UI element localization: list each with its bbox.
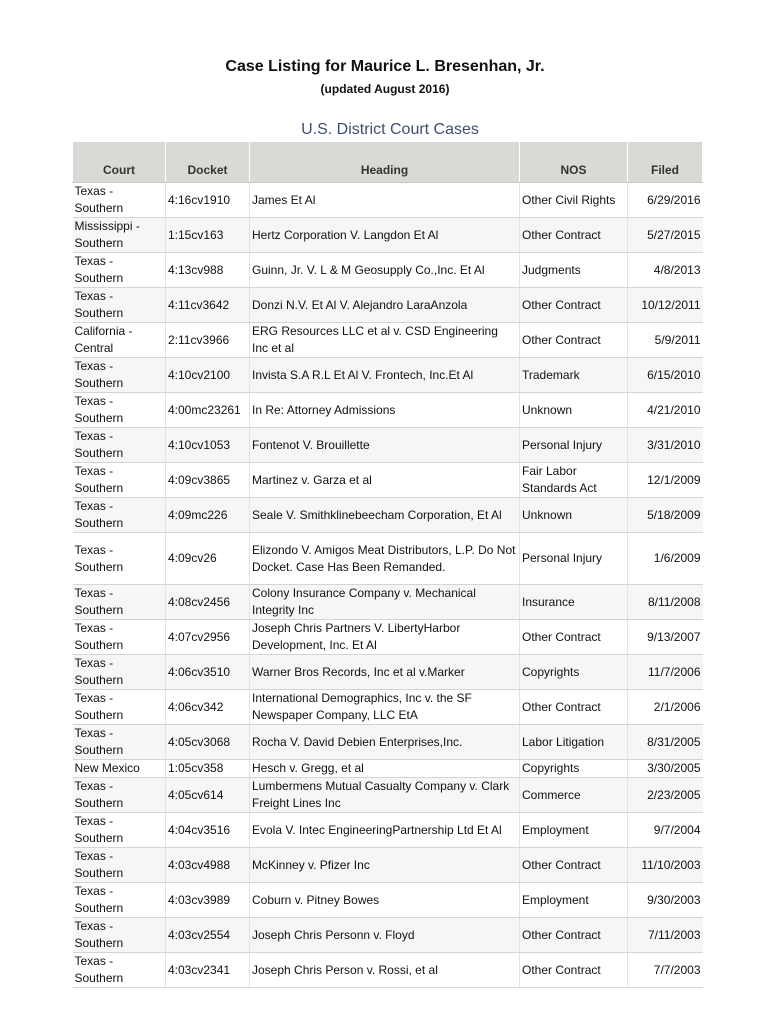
table-row xyxy=(73,620,703,655)
cell-docket: 4:03cv2341 xyxy=(166,953,250,988)
table-row xyxy=(73,253,703,288)
cell-docket: 4:06cv342 xyxy=(166,690,250,725)
cell-docket: 4:05cv614 xyxy=(166,778,250,813)
cell-docket: 4:03cv2554 xyxy=(166,918,250,953)
cell-court: Texas - Southern xyxy=(73,428,166,463)
cell-nos: Unknown xyxy=(520,393,628,428)
table-row xyxy=(73,498,703,533)
cell-court: Texas - Southern xyxy=(73,533,166,585)
table-row xyxy=(73,883,703,918)
cell-filed: 2/1/2006 xyxy=(628,690,703,725)
cell-court: Texas - Southern xyxy=(73,918,166,953)
cell-filed: 4/8/2013 xyxy=(628,253,703,288)
cell-docket: 4:04cv3516 xyxy=(166,813,250,848)
cell-filed: 9/13/2007 xyxy=(628,620,703,655)
cell-heading: Joseph Chris Partners V. LibertyHarbor Development, Inc. Et Al xyxy=(250,620,520,655)
cell-court: California - Central xyxy=(73,323,166,358)
cell-docket: 4:10cv1053 xyxy=(166,428,250,463)
cell-heading: Seale V. Smithklinebeecham Corporation, Et Al xyxy=(250,498,520,533)
table-row xyxy=(73,183,703,218)
cell-nos: Other Contract xyxy=(520,620,628,655)
cell-filed: 5/27/2015 xyxy=(628,218,703,253)
cell-court: Texas - Southern xyxy=(73,953,166,988)
table-row xyxy=(73,323,703,358)
cell-filed: 6/15/2010 xyxy=(628,358,703,393)
table-row xyxy=(73,428,703,463)
cell-heading: Colony Insurance Company v. Mechanical Integrity Inc xyxy=(250,585,520,620)
cell-heading: Martinez v. Garza et al xyxy=(250,463,520,498)
cell-nos: Other Contract xyxy=(520,848,628,883)
cell-nos: Commerce xyxy=(520,778,628,813)
cell-filed: 7/7/2003 xyxy=(628,953,703,988)
cell-docket: 1:15cv163 xyxy=(166,218,250,253)
cell-filed: 2/23/2005 xyxy=(628,778,703,813)
table-row xyxy=(73,918,703,953)
table-row xyxy=(73,725,703,760)
cell-docket: 4:05cv3068 xyxy=(166,725,250,760)
table-row xyxy=(73,533,703,585)
cell-docket: 4:16cv1910 xyxy=(166,183,250,218)
cell-court: Texas - Southern xyxy=(73,463,166,498)
cell-filed: 11/10/2003 xyxy=(628,848,703,883)
cell-filed: 11/7/2006 xyxy=(628,655,703,690)
cell-heading: Invista S.A R.L Et Al V. Frontech, Inc.Et Al xyxy=(250,358,520,393)
cell-docket: 4:06cv3510 xyxy=(166,655,250,690)
cell-court: Mississippi - Southern xyxy=(73,218,166,253)
cell-heading: Warner Bros Records, Inc et al v.Marker xyxy=(250,655,520,690)
cell-court: Texas - Southern xyxy=(73,183,166,218)
cell-court: New Mexico xyxy=(73,760,166,778)
cell-heading: Donzi N.V. Et Al V. Alejandro LaraAnzola xyxy=(250,288,520,323)
cell-nos: Other Contract xyxy=(520,288,628,323)
cell-filed: 4/21/2010 xyxy=(628,393,703,428)
table-row xyxy=(73,655,703,690)
cell-filed: 3/30/2005 xyxy=(628,760,703,778)
column-header-filed: Filed xyxy=(628,142,703,183)
cell-docket: 4:10cv2100 xyxy=(166,358,250,393)
cell-nos: Other Civil Rights xyxy=(520,183,628,218)
cell-filed: 9/30/2003 xyxy=(628,883,703,918)
cell-docket: 4:13cv988 xyxy=(166,253,250,288)
cell-court: Texas - Southern xyxy=(73,253,166,288)
table-row xyxy=(73,953,703,988)
cell-docket: 4:00mc23261 xyxy=(166,393,250,428)
table-row xyxy=(73,690,703,725)
cell-filed: 7/11/2003 xyxy=(628,918,703,953)
table-row xyxy=(73,760,703,778)
cell-heading: Hesch v. Gregg, et al xyxy=(250,760,520,778)
cell-court: Texas - Southern xyxy=(73,883,166,918)
table-row xyxy=(73,778,703,813)
table-row xyxy=(73,393,703,428)
table-row xyxy=(73,218,703,253)
cell-docket: 4:11cv3642 xyxy=(166,288,250,323)
cell-nos: Other Contract xyxy=(520,323,628,358)
table-row xyxy=(73,813,703,848)
cell-docket: 4:03cv4988 xyxy=(166,848,250,883)
cell-heading: Fontenot V. Brouillette xyxy=(250,428,520,463)
cell-docket: 1:05cv358 xyxy=(166,760,250,778)
table-row xyxy=(73,463,703,498)
cell-nos: Copyrights xyxy=(520,760,628,778)
table-row xyxy=(73,358,703,393)
cell-docket: 2:11cv3966 xyxy=(166,323,250,358)
cell-docket: 4:09cv26 xyxy=(166,533,250,585)
cell-filed: 6/29/2016 xyxy=(628,183,703,218)
cell-filed: 8/31/2005 xyxy=(628,725,703,760)
cell-court: Texas - Southern xyxy=(73,288,166,323)
cell-filed: 10/12/2011 xyxy=(628,288,703,323)
cell-heading: Elizondo V. Amigos Meat Distributors, L.P. Do Not Docket. Case Has Been Remanded. xyxy=(250,533,520,585)
column-header-nos: NOS xyxy=(520,142,628,183)
cell-docket: 4:09mc226 xyxy=(166,498,250,533)
cell-nos: Other Contract xyxy=(520,918,628,953)
cell-heading: Guinn, Jr. V. L & M Geosupply Co.,Inc. Et Al xyxy=(250,253,520,288)
cell-nos: Unknown xyxy=(520,498,628,533)
cell-heading: ERG Resources LLC et al v. CSD Engineering Inc et al xyxy=(250,323,520,358)
cell-filed: 3/31/2010 xyxy=(628,428,703,463)
column-header-docket: Docket xyxy=(166,142,250,183)
cell-nos: Other Contract xyxy=(520,690,628,725)
cell-heading: International Demographics, Inc v. the SF Newspaper Company, LLC EtA xyxy=(250,690,520,725)
cell-heading: Hertz Corporation V. Langdon Et Al xyxy=(250,218,520,253)
cell-heading: Coburn v. Pitney Bowes xyxy=(250,883,520,918)
cell-heading: Joseph Chris Personn v. Floyd xyxy=(250,918,520,953)
cell-nos: Personal Injury xyxy=(520,533,628,585)
cell-court: Texas - Southern xyxy=(73,620,166,655)
cell-heading: McKinney v. Pfizer Inc xyxy=(250,848,520,883)
cell-court: Texas - Southern xyxy=(73,778,166,813)
cell-docket: 4:03cv3989 xyxy=(166,883,250,918)
cell-docket: 4:07cv2956 xyxy=(166,620,250,655)
cell-nos: Fair Labor Standards Act xyxy=(520,463,628,498)
table-row xyxy=(73,585,703,620)
column-header-court: Court xyxy=(73,142,166,183)
cell-filed: 12/1/2009 xyxy=(628,463,703,498)
cell-nos: Copyrights xyxy=(520,655,628,690)
cell-court: Texas - Southern xyxy=(73,498,166,533)
cell-court: Texas - Southern xyxy=(73,725,166,760)
cell-docket: 4:09cv3865 xyxy=(166,463,250,498)
cell-nos: Judgments xyxy=(520,253,628,288)
cell-heading: James Et Al xyxy=(250,183,520,218)
cell-heading: Joseph Chris Person v. Rossi, et al xyxy=(250,953,520,988)
section-title: U.S. District Court Cases xyxy=(301,121,479,138)
cell-nos: Employment xyxy=(520,813,628,848)
cell-heading: Lumbermens Mutual Casualty Company v. Clark Freight Lines Inc xyxy=(250,778,520,813)
cell-nos: Labor Litigation xyxy=(520,725,628,760)
column-header-heading: Heading xyxy=(250,142,520,183)
cell-nos: Trademark xyxy=(520,358,628,393)
cell-filed: 1/6/2009 xyxy=(628,533,703,585)
cell-court: Texas - Southern xyxy=(73,358,166,393)
cell-filed: 8/11/2008 xyxy=(628,585,703,620)
table-row xyxy=(73,288,703,323)
table-row xyxy=(73,848,703,883)
cell-filed: 5/18/2009 xyxy=(628,498,703,533)
cell-heading: Rocha V. David Debien Enterprises,Inc. xyxy=(250,725,520,760)
cell-court: Texas - Southern xyxy=(73,655,166,690)
cell-heading: In Re: Attorney Admissions xyxy=(250,393,520,428)
cell-nos: Other Contract xyxy=(520,953,628,988)
table-header-row xyxy=(73,142,703,183)
cell-nos: Employment xyxy=(520,883,628,918)
cell-court: Texas - Southern xyxy=(73,690,166,725)
cell-filed: 5/9/2011 xyxy=(628,323,703,358)
cell-court: Texas - Southern xyxy=(73,585,166,620)
cell-nos: Insurance xyxy=(520,585,628,620)
page-title: Case Listing for Maurice L. Bresenhan, Jr. xyxy=(225,58,545,75)
cell-docket: 4:08cv2456 xyxy=(166,585,250,620)
case-table xyxy=(72,141,703,988)
cell-court: Texas - Southern xyxy=(73,848,166,883)
cell-heading: Evola V. Intec EngineeringPartnership Ltd Et Al xyxy=(250,813,520,848)
page-subtitle: (updated August 2016) xyxy=(320,82,450,96)
cell-nos: Other Contract xyxy=(520,218,628,253)
cell-nos: Personal Injury xyxy=(520,428,628,463)
cell-court: Texas - Southern xyxy=(73,813,166,848)
cell-filed: 9/7/2004 xyxy=(628,813,703,848)
cell-court: Texas - Southern xyxy=(73,393,166,428)
